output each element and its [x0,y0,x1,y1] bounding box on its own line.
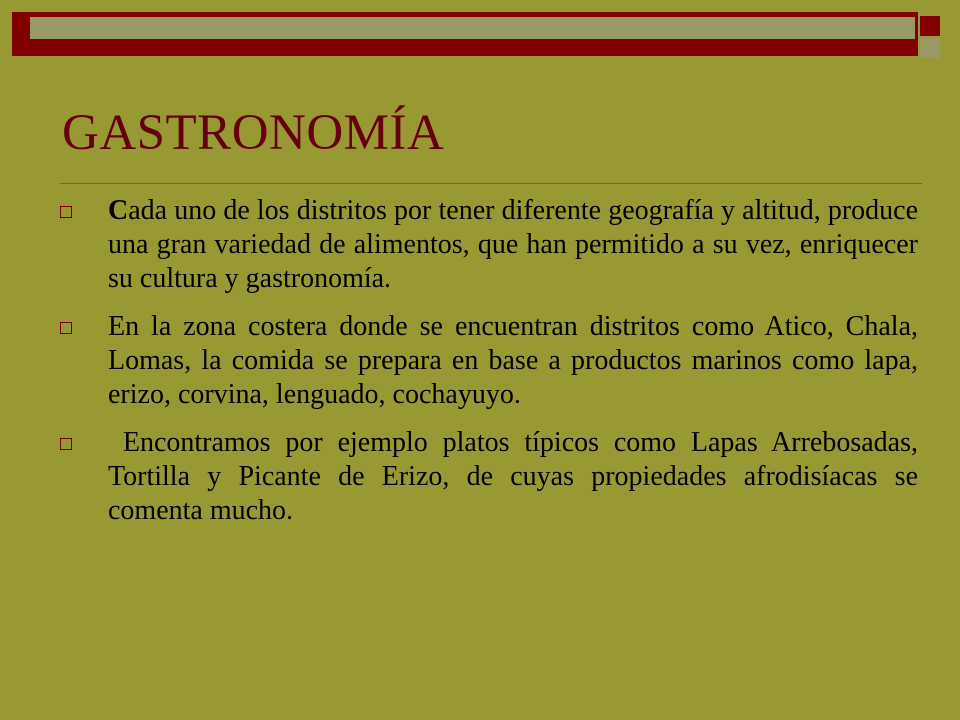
list-item [58,310,918,412]
hollow-square-icon [60,206,72,218]
title-divider [60,183,922,184]
bullet-text: ada uno de los distritos por tener diferente geografía y altitud, produce una gran variedad de alimentos, que han permitido a su vez, enriquecer su cultura y gastronomía. [108,195,918,294]
corner-square-top [920,16,940,36]
hollow-square-icon [60,438,72,450]
bullet-text: En la zona costera donde se encuentran distritos como Atico, Chala, Lomas, la comida se prepara en base a productos marinos como lapa, erizo, corvina, lenguado, cochayuyo. [108,311,918,410]
bullet-list [58,194,925,542]
list-item [58,194,918,296]
bullet-text: Encontramos por ejemplo platos típicos como Lapas Arrebosadas, Tortilla y Picante de Erizo, de cuyas propiedades afrodisíacas se comenta mucho. [108,427,925,526]
hollow-square-icon [60,322,72,334]
corner-square-bottom [920,38,940,58]
bullet-lead-letter: C [108,195,129,226]
slide-title: GASTRONOMÍA [62,105,445,161]
list-item [58,426,925,528]
header-bar-inner [30,17,915,39]
